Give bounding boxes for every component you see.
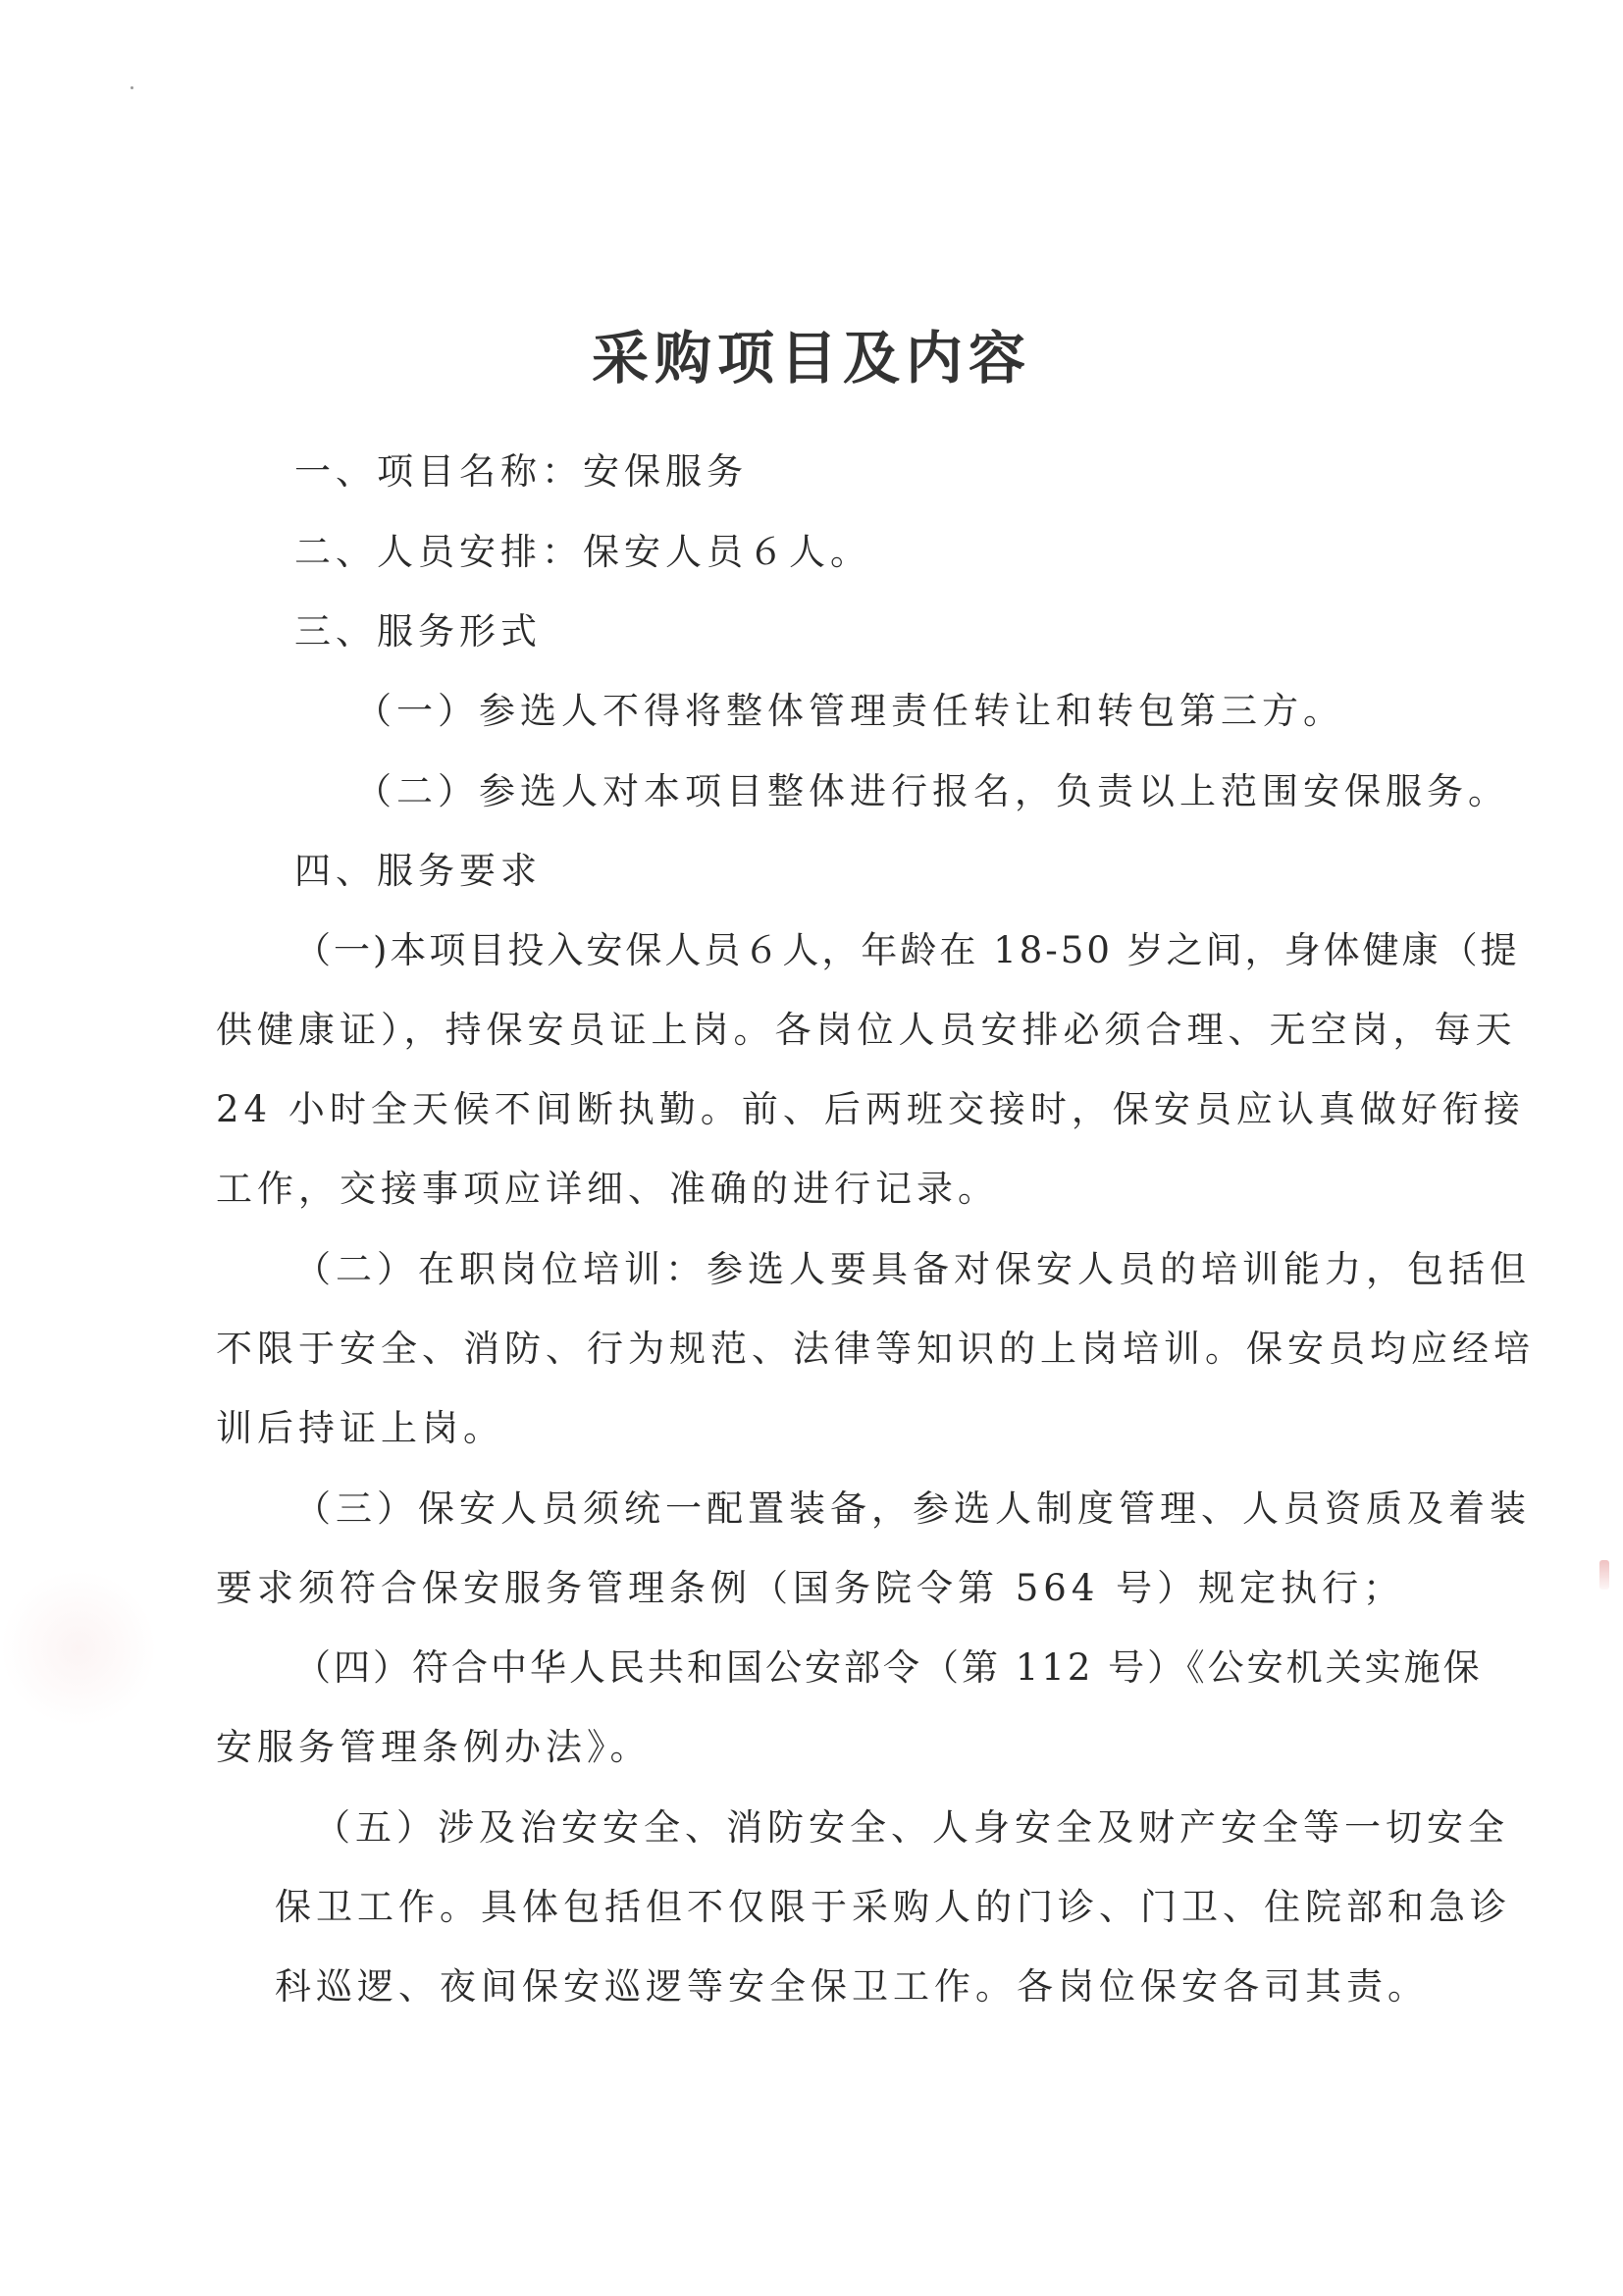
item-3-heading: 三、服务形式 <box>294 610 542 652</box>
item-4-sub-1-line-3: 24 小时全天候不间断执勤。前、后两班交接时，保安员应认真做好衔接 <box>216 1088 1525 1130</box>
item-4-sub-1-line-2: 供健康证），持保安员证上岗。各岗位人员安排必须合理、无空岗，每天 <box>216 1009 1517 1051</box>
item-4-heading: 四、服务要求 <box>294 850 542 892</box>
item-4-sub-1-line-1: （一)本项目投入安保人员６人，年龄在 18-50 岁之间，身体健康（提 <box>294 929 1520 971</box>
item-4-sub-2-line-3: 训后持证上岗。 <box>216 1407 504 1449</box>
item-2-staffing: 二、人员安排：保安人员６人。 <box>294 531 871 573</box>
document-title: 采购项目及内容 <box>591 325 1031 391</box>
item-4-sub-2-line-2: 不限于安全、消防、行为规范、法律等知识的上岗培训。保安员均应经培 <box>216 1328 1535 1370</box>
item-3-sub-1: （一）参选人不得将整体管理责任转让和转包第三方。 <box>355 690 1344 732</box>
item-1-project-name: 一、项目名称：安保服务 <box>294 450 748 493</box>
edge-seal-mark <box>1599 1560 1609 1590</box>
item-4-sub-5-line-1: （五）涉及治安安全、消防安全、人身安全及财产安全等一切安全 <box>314 1806 1509 1849</box>
item-4-sub-4-line-1: （四）符合中华人民共和国公安部令（第 112 号）《公安机关实施保 <box>294 1646 1483 1689</box>
faded-stamp-mark <box>0 1570 157 1727</box>
item-4-sub-4-line-2: 安服务管理条例办法》。 <box>216 1726 652 1768</box>
item-4-sub-5-line-2: 保卫工作。具体包括但不仅限于采购人的门诊、门卫、住院部和急诊 <box>275 1886 1511 1928</box>
item-4-sub-2-line-1: （二）在职岗位培训：参选人要具备对保安人员的培训能力，包括但 <box>294 1248 1531 1290</box>
item-4-sub-1-line-4: 工作，交接事项应详细、准确的进行记录。 <box>216 1168 999 1210</box>
item-3-sub-2: （二）参选人对本项目整体进行报名，负责以上范围安保服务。 <box>355 770 1509 812</box>
item-4-sub-3-line-1: （三）保安人员须统一配置装备，参选人制度管理、人员资质及着装 <box>294 1487 1531 1530</box>
item-4-sub-3-line-2: 要求须符合保安服务管理条例（国务院令第 564 号）规定执行； <box>216 1567 1405 1609</box>
scan-speck <box>131 86 133 89</box>
item-4-sub-5-line-3: 科巡逻、夜间保安巡逻等安全保卫工作。各岗位保安各司其责。 <box>275 1965 1429 2008</box>
